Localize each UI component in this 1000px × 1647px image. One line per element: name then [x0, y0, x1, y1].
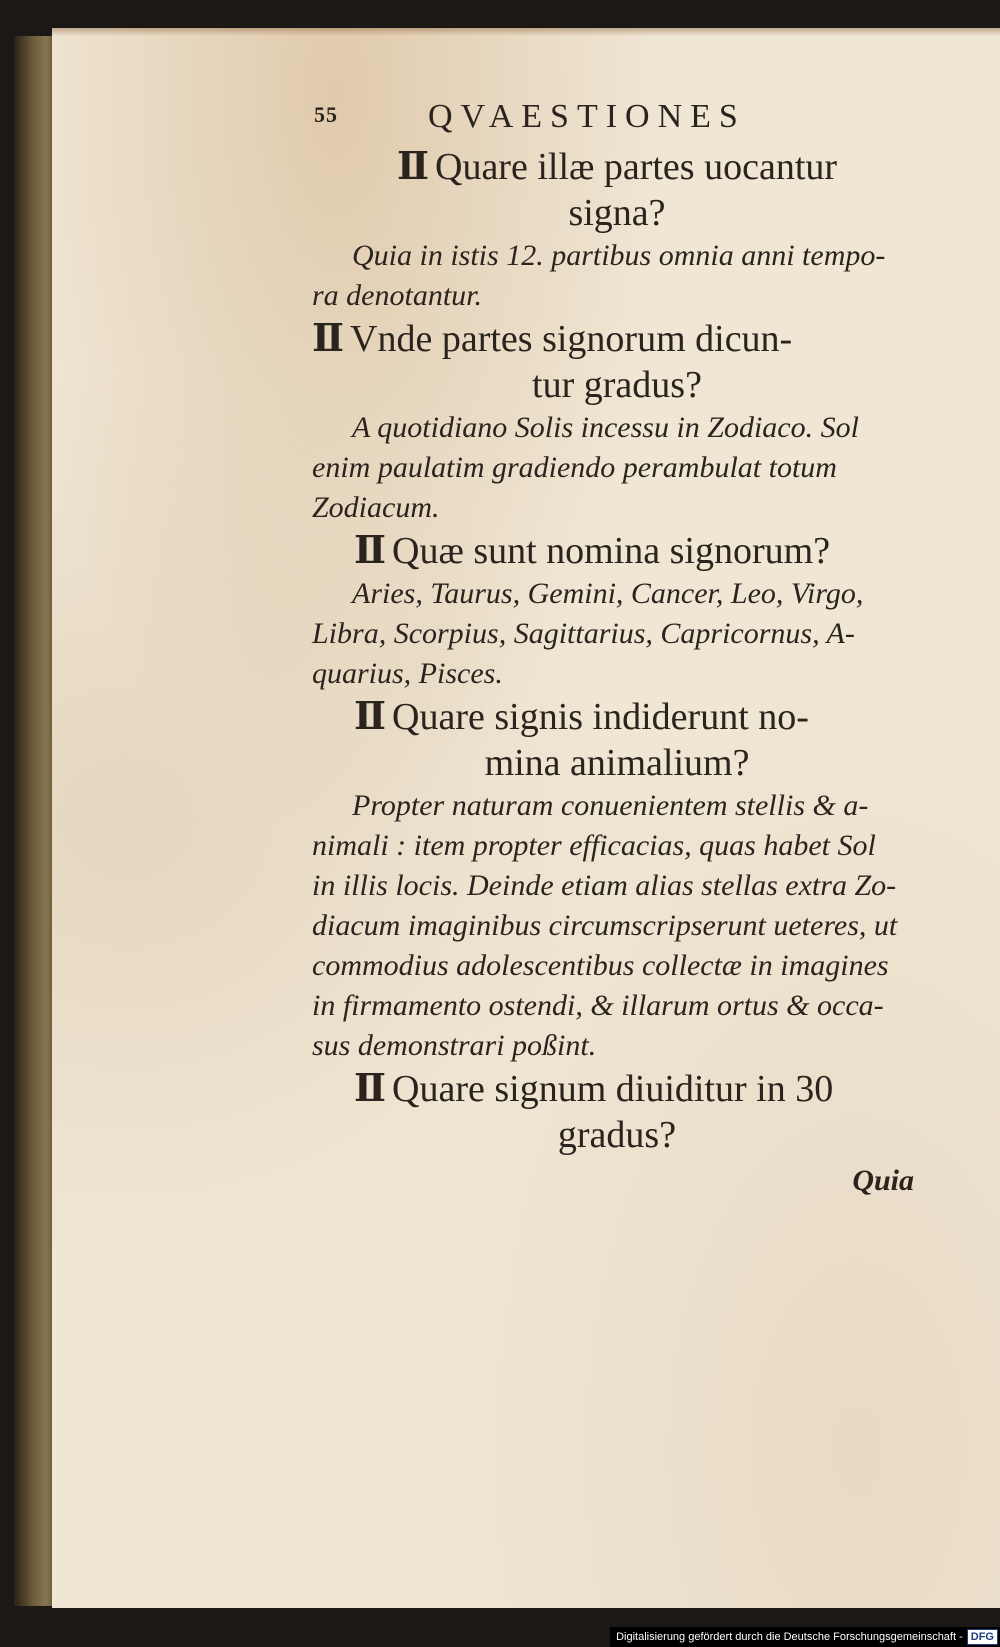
- running-head: QVAESTIONES: [428, 98, 746, 135]
- answer-line: Quia in istis 12. partibus omnia anni tempo-: [352, 239, 886, 272]
- question-5: [312, 1066, 922, 1112]
- question-3: [312, 528, 922, 574]
- answer-line: in firmamento ostendi, & illarum ortus & occa-: [312, 989, 884, 1022]
- question-4: [312, 694, 922, 740]
- answer-2: [312, 408, 922, 528]
- answer-line: Zodiacum.: [312, 491, 440, 524]
- question-line: gradus?: [557, 1114, 677, 1156]
- text-block: [312, 96, 922, 1198]
- answer-line: quarius, Pisces.: [312, 657, 503, 690]
- paragraph-mark-icon: Ⅱ: [312, 318, 345, 360]
- footer-credit-text: Digitalisierung gefördert durch die Deutsche Forschungsgemeinschaft -: [616, 1631, 963, 1643]
- answer-line: diacum imaginibus circumscripserunt ueteres, ut: [312, 909, 898, 942]
- question-line: Vnde partes signorum dicun-: [350, 318, 793, 360]
- paragraph-mark-icon: Ⅱ: [354, 530, 387, 572]
- answer-line: A quotidiano Solis incessu in Zodiaco. Sol: [352, 411, 859, 444]
- question-line: Quare illæ partes uocantur: [435, 146, 838, 188]
- catchword: Quia: [852, 1164, 914, 1197]
- question-1: [312, 144, 922, 190]
- page-number: 55: [314, 102, 338, 127]
- question-line: Quare signis indiderunt no-: [392, 696, 809, 738]
- answer-line: sus demonstrari poßint.: [312, 1029, 597, 1062]
- question-2: [312, 316, 922, 362]
- answer-line: Aries, Taurus, Gemini, Cancer, Leo, Virgo,: [352, 577, 864, 610]
- digitization-footer: [610, 1627, 1000, 1647]
- paragraph-mark-icon: Ⅱ: [354, 1068, 387, 1110]
- question-line: signa?: [568, 192, 666, 234]
- answer-3: [312, 574, 922, 694]
- answer-line: commodius adolescentibus collectæ in imagines: [312, 949, 889, 982]
- answer-line: Libra, Scorpius, Sagittarius, Capricornus, A-: [312, 617, 855, 650]
- page-top-edge: [52, 28, 1000, 36]
- question-line: Quare signum diuiditur in 30: [392, 1068, 834, 1110]
- dfg-logo: DFG: [967, 1629, 998, 1645]
- answer-1: [312, 236, 922, 316]
- paragraph-mark-icon: Ⅱ: [354, 696, 387, 738]
- answer-line: Propter naturam conuenientem stellis & a-: [352, 789, 869, 822]
- answer-line: nimali : item propter efficacias, quas habet Sol: [312, 829, 876, 862]
- answer-line: enim paulatim gradiendo perambulat totum: [312, 451, 837, 484]
- answer-line: ra denotantur.: [312, 279, 483, 312]
- paragraph-mark-icon: Ⅱ: [396, 146, 429, 188]
- answer-line: in illis locis. Deinde etiam alias stellas extra Zo-: [312, 869, 897, 902]
- question-line: mina animalium?: [484, 742, 750, 784]
- question-line: Quæ sunt nomina signorum?: [392, 530, 831, 572]
- question-line: tur gradus?: [532, 364, 702, 406]
- answer-4: [312, 786, 922, 1066]
- page-header: [312, 96, 922, 144]
